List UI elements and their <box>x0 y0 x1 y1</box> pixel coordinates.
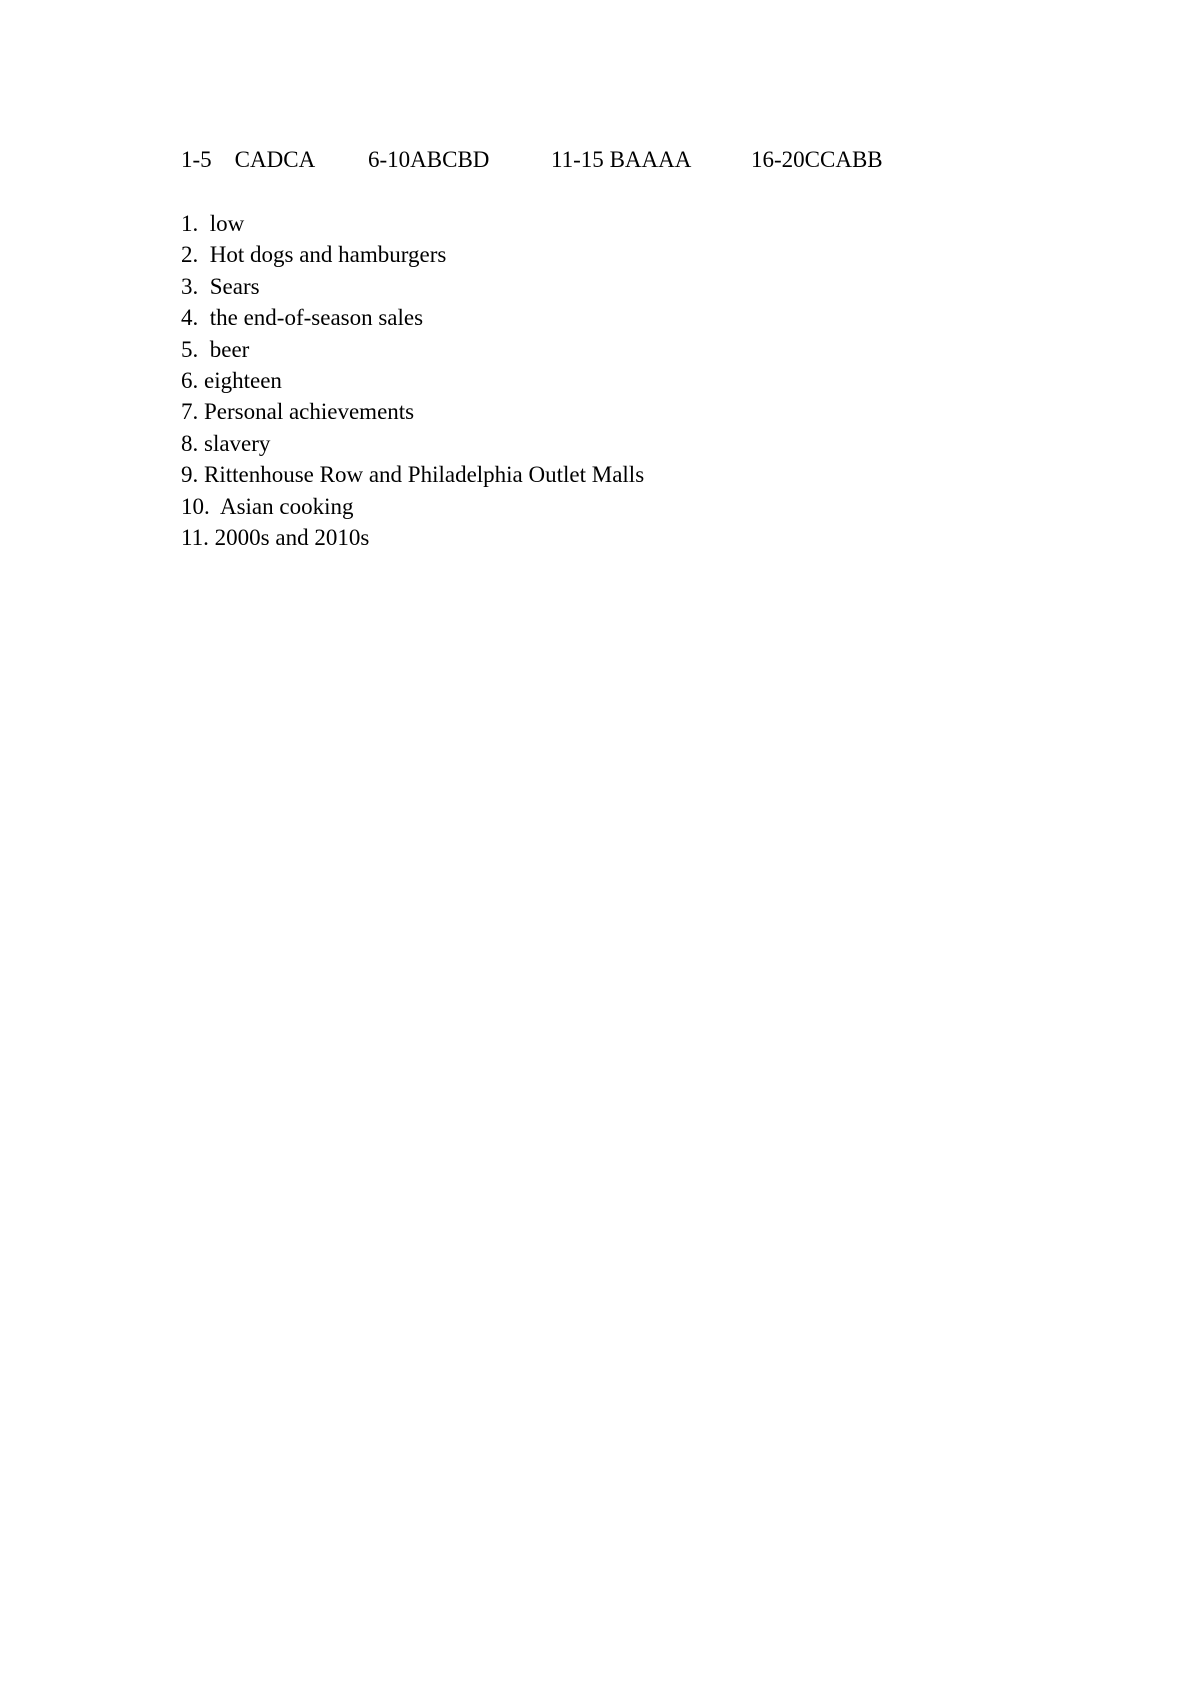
answer-group-16-20 <box>751 145 883 175</box>
answer-group-range: 16-20 <box>751 147 805 172</box>
item-number: 5. <box>181 336 199 362</box>
item-text: eighteen <box>204 367 282 393</box>
answer-group-11-15 <box>551 145 691 175</box>
answer-group-1-5 <box>181 145 315 175</box>
item-text: the end-of-season sales <box>209 305 424 331</box>
item-text: beer <box>209 336 250 362</box>
item-text: slavery <box>204 430 271 456</box>
item-text: Sears <box>209 273 260 299</box>
item-number: 9. <box>181 462 199 488</box>
item-number: 1. <box>181 211 199 236</box>
list-item <box>181 365 644 396</box>
list-item <box>181 271 644 302</box>
answer-group-6-10 <box>368 145 489 175</box>
list-item <box>181 239 644 270</box>
list-item <box>181 334 644 365</box>
item-text: Rittenhouse Row and Philadelphia Outlet Malls <box>204 462 645 488</box>
item-number: 2. <box>181 242 199 268</box>
item-number: 11. <box>181 524 209 550</box>
item-number: 8. <box>181 430 199 456</box>
answer-group-answers: BAAAA <box>609 147 692 172</box>
list-item <box>181 208 644 239</box>
answer-group-answers: ABCBD <box>410 147 490 172</box>
list-item <box>181 428 644 459</box>
fill-in-answer-list <box>181 208 644 553</box>
item-number: 7. <box>181 399 199 425</box>
multiple-choice-answer-key <box>181 145 1081 175</box>
list-item <box>181 459 644 490</box>
list-item <box>181 522 644 553</box>
answer-group-range: 6-10 <box>368 147 411 172</box>
answer-group-answers: CADCA <box>234 147 316 172</box>
list-item <box>181 396 644 427</box>
answer-group-range: 1-5 <box>181 147 212 172</box>
item-number: 4. <box>181 305 199 331</box>
answer-group-answers: CCABB <box>804 147 883 172</box>
list-item <box>181 491 644 522</box>
item-text: Hot dogs and hamburgers <box>209 242 447 268</box>
list-item <box>181 302 644 333</box>
item-text: Asian cooking <box>219 493 354 519</box>
item-text: Personal achievements <box>204 399 415 425</box>
item-text: low <box>209 211 245 236</box>
item-number: 3. <box>181 273 199 299</box>
answer-group-range: 11-15 <box>551 147 604 172</box>
item-text: 2000s and 2010s <box>214 524 370 550</box>
item-number: 10. <box>181 493 210 519</box>
item-number: 6. <box>181 367 199 393</box>
